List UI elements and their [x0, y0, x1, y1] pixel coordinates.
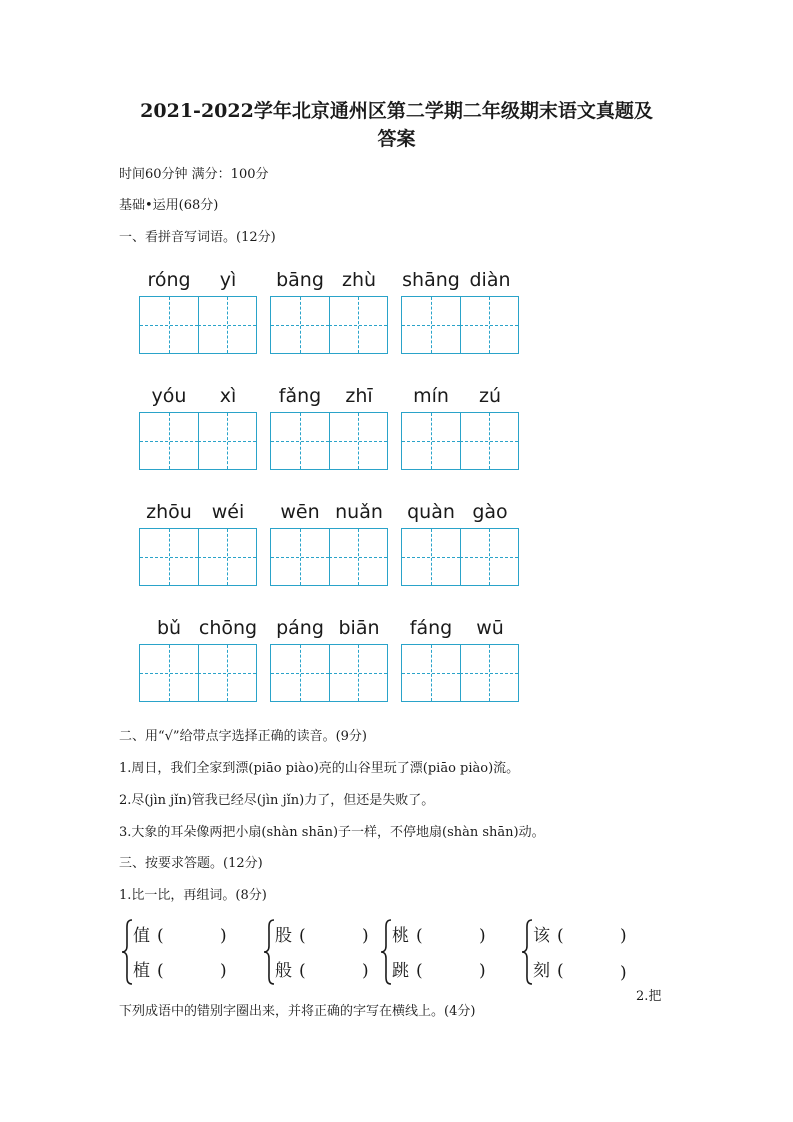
guide-line-vertical: [300, 529, 301, 585]
pinyin-label: chōng: [198, 617, 258, 639]
answer-close-paren: ): [362, 926, 369, 946]
answer-close-paren: ): [479, 926, 486, 946]
pinyin-label: yì: [219, 269, 237, 291]
writing-box[interactable]: [139, 528, 257, 586]
pinyin-label: yóu: [151, 385, 187, 407]
writing-cell[interactable]: [198, 645, 256, 701]
brace-icon: [121, 918, 133, 986]
guide-line-vertical: [227, 413, 228, 469]
answer-open-paren: (: [299, 926, 306, 946]
brace-icon: [263, 918, 275, 986]
writing-cell[interactable]: [402, 529, 461, 585]
section-base: 基础•运用(68分): [119, 198, 219, 213]
compare-char: 值: [133, 926, 150, 946]
writing-cell[interactable]: [140, 413, 199, 469]
answer-blank[interactable]: [567, 925, 618, 947]
guide-line-vertical: [489, 413, 490, 469]
guide-line-vertical: [489, 529, 490, 585]
writing-box[interactable]: [401, 644, 519, 702]
writing-cell[interactable]: [329, 645, 387, 701]
guide-line-vertical: [169, 529, 170, 585]
pinyin-label: bǔ: [156, 617, 182, 639]
pinyin-label: mín: [413, 385, 449, 407]
guide-line-vertical: [358, 413, 359, 469]
pinyin-label: wū: [476, 617, 504, 639]
writing-cell[interactable]: [271, 529, 330, 585]
answer-close-paren: ): [620, 926, 627, 946]
q2-heading: 二、用“√”给带点字选择正确的读音。(9分): [119, 729, 367, 744]
answer-blank[interactable]: [567, 960, 618, 982]
answer-open-paren: (: [157, 926, 164, 946]
writing-cell[interactable]: [329, 413, 387, 469]
guide-line-vertical: [358, 645, 359, 701]
guide-line-vertical: [227, 645, 228, 701]
writing-box[interactable]: [270, 296, 388, 354]
guide-line-vertical: [431, 645, 432, 701]
guide-line-vertical: [489, 297, 490, 353]
page-title-line2: 答案: [377, 128, 416, 150]
q3-sub2-text: 下列成语中的错别字圈出来，并将正确的字写在横线上。(4分): [119, 1004, 476, 1019]
writing-cell[interactable]: [460, 645, 518, 701]
compare-char: 植: [133, 961, 150, 981]
q3-sub1: 1.比一比，再组词。(8分): [119, 888, 267, 903]
pinyin-label: zhōu: [146, 501, 192, 523]
writing-cell[interactable]: [460, 413, 518, 469]
writing-box[interactable]: [270, 528, 388, 586]
pinyin-label: shāng: [402, 269, 460, 291]
writing-box[interactable]: [401, 412, 519, 470]
answer-open-paren: (: [416, 961, 423, 981]
writing-box[interactable]: [139, 412, 257, 470]
pinyin-label: xì: [219, 385, 237, 407]
compare-char: 般: [275, 961, 292, 981]
answer-open-paren: (: [557, 926, 564, 946]
pinyin-label: diàn: [469, 269, 511, 291]
guide-line-vertical: [358, 297, 359, 353]
guide-line-vertical: [227, 297, 228, 353]
q2-item-3: 3.大象的耳朵像两把小扇(shàn shān)子一样，不停地扇(shàn shān)动。: [119, 825, 545, 840]
guide-line-vertical: [169, 645, 170, 701]
guide-line-vertical: [431, 297, 432, 353]
answer-blank[interactable]: [309, 960, 360, 982]
answer-blank[interactable]: [426, 960, 477, 982]
pinyin-label: wéi: [211, 501, 245, 523]
writing-box[interactable]: [139, 644, 257, 702]
compare-char: 桃: [392, 926, 409, 946]
answer-blank[interactable]: [167, 925, 218, 947]
writing-cell[interactable]: [402, 297, 461, 353]
answer-close-paren: ): [362, 961, 369, 981]
pinyin-label: nuǎn: [335, 501, 383, 523]
answer-open-paren: (: [416, 926, 423, 946]
pinyin-label: fǎng: [278, 385, 322, 407]
answer-open-paren: (: [557, 961, 564, 981]
q3-heading: 三、按要求答题。(12分): [119, 856, 263, 871]
guide-line-vertical: [431, 413, 432, 469]
writing-box[interactable]: [270, 412, 388, 470]
answer-close-paren: ): [479, 961, 486, 981]
compare-char: 刻: [533, 961, 550, 981]
writing-cell[interactable]: [198, 413, 256, 469]
guide-line-vertical: [169, 297, 170, 353]
writing-cell[interactable]: [402, 413, 461, 469]
q2-item-2: 2.尽(jìn jǐn)管我已经尽(jìn jǐn)力了，但还是失败了。: [119, 793, 435, 808]
guide-line-vertical: [169, 413, 170, 469]
writing-cell[interactable]: [329, 297, 387, 353]
guide-line-vertical: [300, 413, 301, 469]
writing-cell[interactable]: [271, 413, 330, 469]
guide-line-vertical: [300, 297, 301, 353]
pinyin-label: gào: [472, 501, 508, 523]
writing-cell[interactable]: [198, 297, 256, 353]
writing-cell[interactable]: [460, 529, 518, 585]
answer-close-paren: ): [620, 963, 627, 983]
guide-line-vertical: [300, 645, 301, 701]
page-title-line1: 2021-2022学年北京通州区第二学期二年级期末语文真题及: [140, 100, 653, 122]
writing-cell[interactable]: [402, 645, 461, 701]
answer-blank[interactable]: [426, 925, 477, 947]
q3-sub2-prefix: 2.把: [636, 989, 662, 1004]
compare-char: 该: [533, 926, 550, 946]
answer-open-paren: (: [299, 961, 306, 981]
pinyin-label: zú: [478, 385, 501, 407]
compare-char: 跳: [392, 961, 409, 981]
guide-line-vertical: [227, 529, 228, 585]
guide-line-vertical: [358, 529, 359, 585]
writing-cell[interactable]: [329, 529, 387, 585]
writing-cell[interactable]: [140, 645, 199, 701]
q2-item-1: 1.周日，我们全家到漂(piāo piào)亮的山谷里玩了漂(piāo piào)流。: [119, 761, 520, 776]
answer-close-paren: ): [220, 926, 227, 946]
writing-cell[interactable]: [140, 529, 199, 585]
writing-cell[interactable]: [271, 297, 330, 353]
writing-box[interactable]: [270, 644, 388, 702]
pinyin-label: bāng: [276, 269, 324, 291]
writing-cell[interactable]: [198, 529, 256, 585]
answer-open-paren: (: [157, 961, 164, 981]
pinyin-label: quàn: [407, 501, 455, 523]
brace-icon: [521, 918, 533, 986]
pinyin-label: fáng: [409, 617, 453, 639]
writing-cell[interactable]: [140, 297, 199, 353]
q1-heading: 一、看拼音写词语。(12分): [119, 230, 276, 245]
writing-cell[interactable]: [460, 297, 518, 353]
pinyin-label: páng: [276, 617, 324, 639]
pinyin-label: róng: [147, 269, 191, 291]
guide-line-vertical: [489, 645, 490, 701]
answer-blank[interactable]: [309, 925, 360, 947]
pinyin-label: zhī: [345, 385, 373, 407]
compare-char: 股: [275, 926, 292, 946]
writing-box[interactable]: [401, 296, 519, 354]
exam-info: 时间60分钟 满分：100分: [119, 167, 269, 182]
pinyin-label: biān: [338, 617, 380, 639]
writing-cell[interactable]: [271, 645, 330, 701]
brace-icon: [380, 918, 392, 986]
answer-close-paren: ): [220, 961, 227, 981]
writing-box[interactable]: [139, 296, 257, 354]
pinyin-label: wēn: [280, 501, 320, 523]
answer-blank[interactable]: [167, 960, 218, 982]
writing-box[interactable]: [401, 528, 519, 586]
guide-line-vertical: [431, 529, 432, 585]
pinyin-label: zhù: [341, 269, 377, 291]
